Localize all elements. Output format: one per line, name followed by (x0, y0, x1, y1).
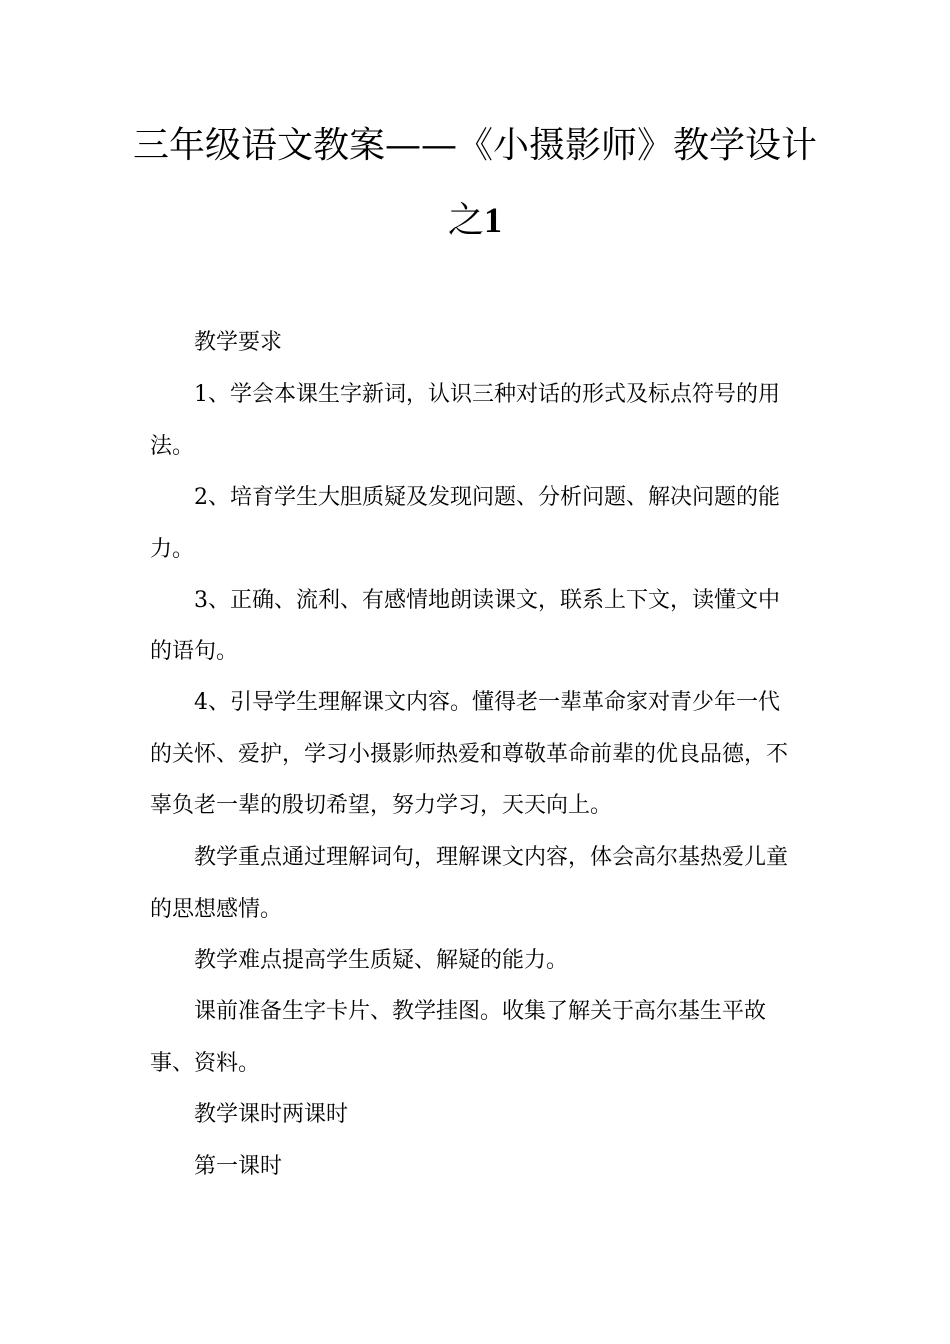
requirement-2-line-2: 力。 (150, 537, 195, 562)
requirement-4-line-3: 辜负老一辈的殷切希望，努力学习，天天向上。 (150, 793, 613, 818)
first-lesson-heading: 第一课时 (194, 1154, 283, 1179)
requirement-4-line-2: 的关怀、爱护，学习小摄影师热爱和尊敬革命前辈的优良品德，不 (150, 742, 789, 767)
requirement-1-line-2: 法。 (150, 434, 195, 459)
section-heading-requirements: 教学要求 (194, 330, 283, 355)
difficulties-line: 教学难点提高学生质疑、解疑的能力。 (194, 948, 569, 973)
key-points-line-1: 教学重点通过理解词句，理解课文内容，体会高尔基热爱儿童 (194, 845, 789, 870)
title-line-1: 三年级语文教案——《小摄影师》教学设计 (132, 125, 817, 166)
requirement-4-line-1: 4、引导学生理解课文内容。懂得老一辈革命家对青少年一代 (194, 690, 780, 715)
requirement-3-line-2: 的语句。 (150, 639, 239, 664)
title-line-2-prefix: 之 (447, 200, 484, 241)
preparation-line-2: 事、资料。 (150, 1051, 261, 1076)
document-title-continued (100, 198, 850, 243)
title-line-2-number: 1 (484, 200, 502, 240)
requirement-1-line-1: 1、学会本课生字新词，认识三种对话的形式及标点符号的用 (194, 382, 780, 407)
requirement-2-line-1: 2、培育学生大胆质疑及发现问题、分析问题、解决问题的能 (194, 485, 780, 510)
document-title (100, 124, 850, 168)
key-points-line-2: 的思想感情。 (150, 897, 283, 922)
preparation-line-1: 课前准备生字卡片、教学挂图。收集了解关于高尔基生平故 (194, 999, 767, 1024)
requirement-3-line-1: 3、正确、流利、有感情地朗读课文，联系上下文，读懂文中 (194, 588, 780, 613)
class-hours-line: 教学课时两课时 (194, 1102, 349, 1127)
